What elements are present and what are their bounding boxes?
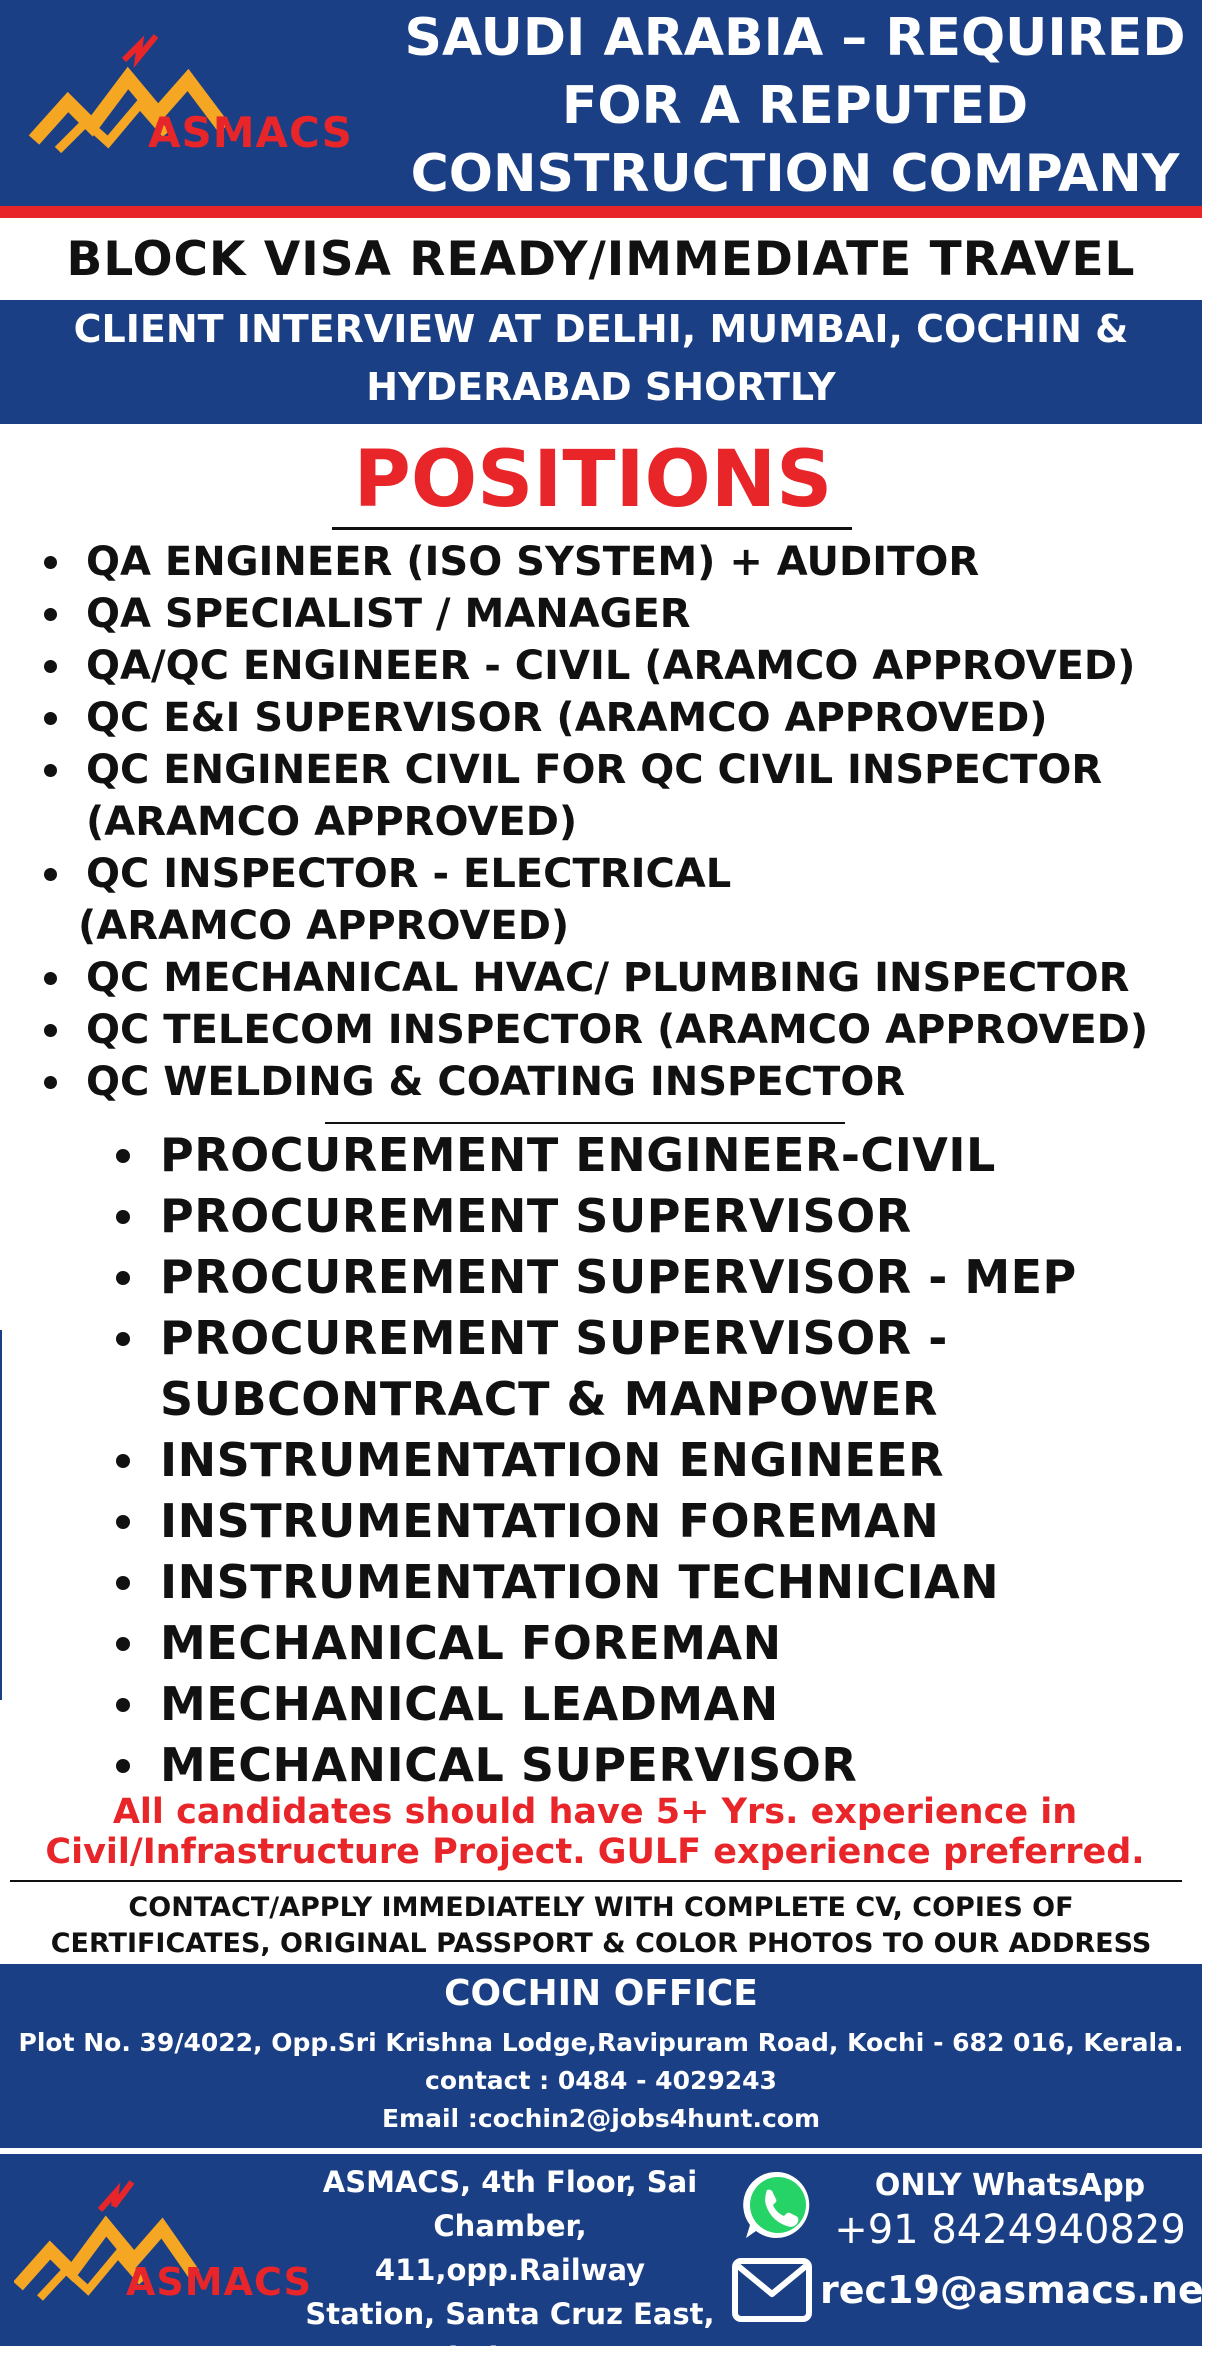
list-item: QC INSPECTOR - ELECTRICAL (ARAMCO APPROVED) xyxy=(36,848,1206,952)
interview-line: HYDERABAD SHORTLY xyxy=(366,365,836,409)
header-title xyxy=(395,4,1195,208)
logo-wordmark: ASMACS xyxy=(148,108,353,157)
bullet-icon xyxy=(116,1454,130,1468)
positions-title: POSITIONS xyxy=(353,435,833,525)
list-item: INSTRUMENTATION TECHNICIAN xyxy=(108,1552,1198,1613)
list-item: PROCUREMENT SUPERVISOR - MEP xyxy=(108,1247,1198,1308)
block-visa-heading: BLOCK VISA READY/IMMEDIATE TRAVEL xyxy=(66,232,1136,287)
list-item: QC MECHANICAL HVAC/ PLUMBING INSPECTOR xyxy=(36,952,1206,1004)
section-divider xyxy=(325,1122,845,1124)
address-line: Station, Santa Cruz East, xyxy=(305,2297,715,2331)
envelope-icon[interactable] xyxy=(732,2258,812,2322)
bullet-icon xyxy=(116,1332,130,1346)
bullet-icon xyxy=(116,1515,130,1529)
bullet-icon xyxy=(116,1637,130,1651)
whatsapp-phone[interactable]: +91 8424940829 xyxy=(834,2207,1186,2253)
experience-requirement xyxy=(0,1792,1190,1872)
bullet-icon xyxy=(44,1076,57,1089)
bullet-icon xyxy=(44,764,57,777)
list-item: QA/QC ENGINEER - CIVIL (ARAMCO APPROVED) xyxy=(36,640,1206,692)
header-title-line: CONSTRUCTION COMPANY xyxy=(410,144,1180,204)
address-line: Mumbai - 400055 xyxy=(368,2341,652,2375)
bullet-icon xyxy=(44,660,57,673)
logo-wordmark: ASMACS xyxy=(126,2260,312,2304)
cochin-office-band xyxy=(0,1964,1202,2148)
bullet-icon xyxy=(44,556,57,569)
asmacs-logo xyxy=(28,30,353,170)
bullet-icon xyxy=(44,712,57,725)
contact-email[interactable]: rec19@asmacs.net xyxy=(820,2268,1222,2312)
header-title-line: SAUDI ARABIA – REQUIRED xyxy=(404,8,1186,68)
bullet-icon xyxy=(116,1759,130,1773)
list-item: MECHANICAL FOREMAN xyxy=(108,1613,1198,1674)
positions-list-primary xyxy=(36,536,1206,1108)
list-item: QC ENGINEER CIVIL FOR QC CIVIL INSPECTOR (ARAMCO APPROVED) xyxy=(36,744,1206,848)
office-email[interactable]: Email :cochin2@jobs4hunt.com xyxy=(381,2104,820,2133)
list-item: INSTRUMENTATION FOREMAN xyxy=(108,1491,1198,1552)
list-item: QC E&I SUPERVISOR (ARAMCO APPROVED) xyxy=(36,692,1206,744)
list-item: INSTRUMENTATION ENGINEER xyxy=(108,1430,1198,1491)
whatsapp-icon[interactable] xyxy=(738,2166,818,2246)
list-item: QC WELDING & COATING INSPECTOR xyxy=(36,1056,1206,1108)
header-title-line: FOR A REPUTED xyxy=(561,76,1029,136)
bullet-icon xyxy=(44,972,57,985)
list-item: PROCUREMENT ENGINEER-CIVIL xyxy=(108,1125,1198,1186)
bullet-icon xyxy=(116,1210,130,1224)
office-phone[interactable]: contact : 0484 - 4029243 xyxy=(425,2066,777,2095)
asmacs-footer-logo xyxy=(14,2174,312,2314)
bullet-icon xyxy=(116,1698,130,1712)
bullet-icon xyxy=(116,1149,130,1163)
contact-instructions xyxy=(0,1890,1202,1962)
office-address: Plot No. 39/4022, Opp.Sri Krishna Lodge,Ravipuram Road, Kochi - 682 016, Kerala. xyxy=(18,2028,1184,2057)
interview-band xyxy=(0,300,1202,424)
whatsapp-label: ONLY WhatsApp xyxy=(874,2168,1146,2203)
bullet-icon xyxy=(44,608,57,621)
list-item: PROCUREMENT SUPERVISOR xyxy=(108,1186,1198,1247)
office-title: COCHIN OFFICE xyxy=(444,1973,758,2014)
list-item: QA SPECIALIST / MANAGER xyxy=(36,588,1206,640)
instruction-line: CONTACT/APPLY IMMEDIATELY WITH COMPLETE CV, COPIES OF xyxy=(128,1892,1074,1923)
list-item: MECHANICAL SUPERVISOR xyxy=(108,1735,1198,1796)
instruction-line: CERTIFICATES, ORIGINAL PASSPORT & COLOR PHOTOS TO OUR ADDRESS xyxy=(50,1928,1152,1959)
bullet-icon xyxy=(116,1576,130,1590)
list-item: QA ENGINEER (ISO SYSTEM) + AUDITOR xyxy=(36,536,1206,588)
bullet-icon xyxy=(44,1024,57,1037)
list-item: QC TELECOM INSPECTOR (ARAMCO APPROVED) xyxy=(36,1004,1206,1056)
positions-underline xyxy=(332,527,852,530)
interview-line: CLIENT INTERVIEW AT DELHI, MUMBAI, COCHIN & xyxy=(73,307,1129,351)
requirement-divider xyxy=(10,1880,1182,1882)
requirement-line: Civil/Infrastructure Project. GULF experience preferred. xyxy=(45,1832,1145,1872)
address-line: Chamber, 411,opp.Railway xyxy=(374,2209,646,2287)
left-edge-line xyxy=(0,1330,2,1700)
list-item: MECHANICAL LEADMAN xyxy=(108,1674,1198,1735)
list-item: PROCUREMENT SUPERVISOR - SUBCONTRACT & MANPOWER xyxy=(108,1308,1198,1430)
requirement-line: All candidates should have 5+ Yrs. experience in xyxy=(112,1792,1078,1832)
bullet-icon xyxy=(116,1271,130,1285)
positions-list-secondary xyxy=(108,1125,1198,1796)
address-line: ASMACS, 4th Floor, Sai xyxy=(322,2165,698,2199)
mumbai-address xyxy=(296,2160,724,2380)
bullet-icon xyxy=(44,868,57,881)
